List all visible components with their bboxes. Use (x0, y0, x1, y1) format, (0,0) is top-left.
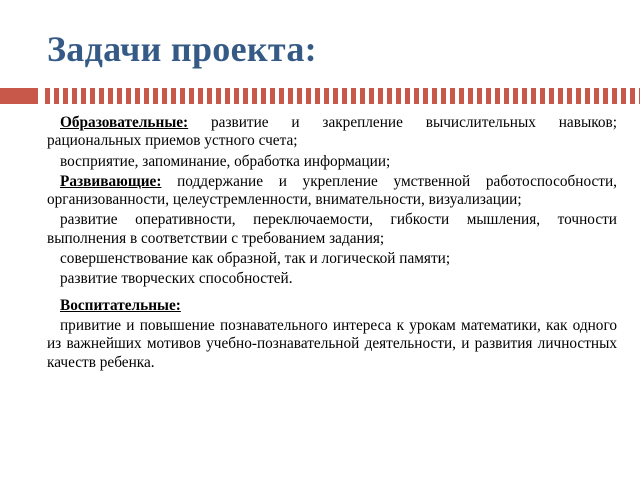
slide-body (47, 114, 617, 374)
accent-bar-right (45, 88, 640, 104)
upbringing-heading-paragraph (47, 297, 617, 315)
upbringing-heading: Воспитательные: (60, 296, 181, 314)
developmental-paragraph-4 (47, 270, 617, 288)
accent-bar-left (0, 88, 38, 104)
educational-paragraph-2 (47, 153, 617, 171)
developmental-paragraph (47, 173, 617, 210)
developmental-paragraph-2 (47, 211, 617, 248)
educational-paragraph (47, 114, 617, 151)
developmental-heading: Развивающие: (60, 172, 162, 190)
developmental-item-3: совершенствование как образной, так и логической памяти; (60, 250, 451, 268)
developmental-paragraph-3 (47, 250, 617, 268)
educational-heading: Образовательные: (60, 114, 189, 131)
slide-title: Задачи проекта: (47, 29, 317, 69)
educational-item-1: развитие и закрепление вычислительных навыков; рациональных приемов устного счета; (47, 114, 617, 150)
upbringing-item-1: привитие и повышение познавательного интереса к урокам математики, как одного из важнейших мотивов учебно-познавательной деятельности, и развития личностных качеств ребенка. (47, 316, 617, 371)
developmental-item-1: поддержание и укрепление умственной работоспособности, организованности, целеустремленности, внимательности, визуализации; (47, 172, 617, 209)
educational-item-2: восприятие, запоминание, обработка информации; (60, 152, 391, 170)
developmental-item-4: развитие творческих способностей. (60, 270, 293, 288)
upbringing-paragraph (47, 317, 617, 372)
developmental-item-2: развитие оперативности, переключаемости, гибкости мышления, точности выполнения в соответствии с требованием задания; (47, 211, 617, 247)
